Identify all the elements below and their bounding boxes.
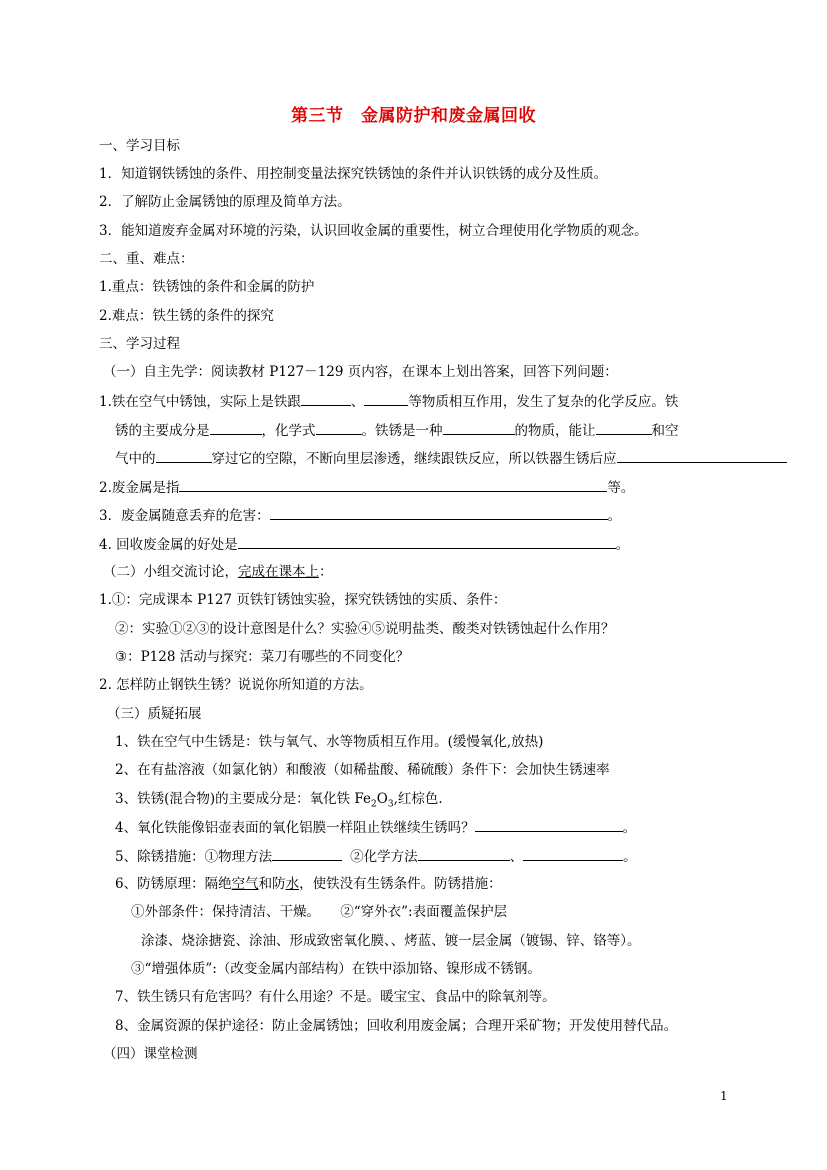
e6-underlined-water: 水 [285, 876, 300, 892]
e6-underlined-air: 空气 [231, 876, 259, 892]
fill-blank[interactable] [316, 420, 362, 435]
fill-blank[interactable] [443, 420, 515, 435]
subsection-self-study: （一）自主先学：阅读教材 P127－129 页内容，在课本上划出答案，回答下列问题： [103, 364, 618, 380]
sub2-text-1: （二）小组交流讨论， [103, 564, 238, 580]
sub2-text-2: ： [319, 564, 333, 580]
extension-2: 2、在有盐溶液（如氯化钠）和酸液（如稀盐酸、稀硫酸）条件下：会加快生锈速率 [115, 762, 610, 778]
fill-blank[interactable] [270, 505, 608, 520]
e3-sub-2: 3 [387, 799, 394, 810]
discussion-1: 1.①：完成课本 P127 页铁钉锈蚀实验，探究铁锈蚀的实质、条件： [99, 592, 507, 608]
fill-blank[interactable] [179, 477, 607, 492]
fill-blank[interactable] [238, 534, 616, 549]
fill-blank[interactable] [210, 420, 262, 435]
objective-3: 3．能知道废弃金属对环境的污染，认识回收金属的重要性，树立合理使用化学物质的观念。 [99, 223, 648, 239]
sub2-underlined: 完成在课本上 [238, 564, 319, 580]
page-number: 1 [720, 1089, 728, 1103]
extension-6-item-3: ③“增强体质”:（改变金属内部结构）在铁中添加铬、镍形成不锈钢。 [131, 961, 541, 977]
q4-text-1: 4. 回收废金属的好处是 [99, 537, 238, 553]
e5-end: 。 [623, 849, 637, 865]
q4-text-2: 。 [615, 537, 630, 553]
fill-blank[interactable] [301, 391, 351, 406]
keypoint-1: 1.重点：铁锈蚀的条件和金属的防护 [99, 279, 315, 295]
subsection-extension: （三）质疑拓展 [107, 706, 202, 722]
page-title: 第三节 金属防护和废金属回收 [291, 106, 536, 126]
objective-1: 1．知道钢铁锈蚀的条件、用控制变量法探究铁锈蚀的条件并认识铁锈的成分及性质。 [99, 166, 608, 182]
e6-text-1: 6、防锈原理：隔绝 [115, 876, 232, 892]
extension-6-item-2: 涂漆、烧涂搪瓷、涂油、形成致密氧化膜、、烤蓝、镀一层金属（镀锡、锌、铬等）。 [141, 933, 641, 949]
e4-text: 4、氧化铁能像铝壶表面的氧化铝膜一样阻止铁继续生锈吗？ [115, 820, 475, 836]
question-2 [99, 477, 634, 498]
question-3 [99, 505, 621, 526]
e5-text-1: 5、除锈措施：①物理方法 [115, 849, 273, 865]
section-heading-process: 三、学习过程 [99, 336, 180, 352]
e3-sub-1: 2 [371, 799, 377, 810]
section-heading-objectives: 一、学习目标 [99, 138, 180, 154]
subsection-classroom-test: （四）课堂检测 [103, 1046, 198, 1062]
q2-text-1: 2.废金属是指 [99, 480, 180, 496]
q1b-text-5: 和空 [651, 423, 679, 439]
q1a-text-1: 1.铁在空气中锈蚀，实际上是铁跟 [99, 394, 301, 410]
fill-blank[interactable] [596, 420, 652, 435]
extension-1: 1、铁在空气中生锈是：铁与氧气、水等物质相互作用。(缓慢氧化,放热) [115, 734, 544, 750]
question-1-line-2 [115, 420, 679, 441]
fill-blank[interactable] [617, 448, 787, 463]
discussion-3: ③：P128 活动与探究：菜刀有哪些的不同变化？ [115, 649, 410, 665]
extension-6 [115, 874, 502, 894]
extension-7: 7、铁生锈只有危害吗？有什么用途？不是。暖宝宝、食品中的除氧剂等。 [115, 989, 556, 1005]
subsection-group-discussion [103, 562, 333, 582]
objective-2: 2．了解防止金属锈蚀的原理及简单方法。 [99, 194, 351, 210]
q1b-text-2: ，化学式 [261, 423, 316, 439]
q1a-text-3: 等物质相互作用，发生了复杂的化学反应。铁 [408, 394, 679, 410]
q1a-text-2: 、 [350, 394, 365, 410]
fill-blank[interactable] [475, 817, 623, 832]
e5-text-2: ②化学方法 [350, 849, 418, 865]
keypoint-2: 2.难点：铁生锈的条件的探究 [99, 308, 274, 324]
e5-text-3: 、 [509, 849, 524, 865]
q3-text-2: 。 [607, 508, 622, 524]
fill-blank[interactable] [418, 846, 510, 861]
section-heading-keypoints: 二、重、难点： [99, 251, 194, 267]
e6-text-2: 和防 [258, 876, 286, 892]
extension-5 [115, 846, 637, 867]
q1b-text-1: 锈的主要成分是 [115, 423, 210, 439]
fill-blank[interactable] [272, 846, 342, 861]
q1c-text-1: 气中的 [115, 451, 156, 467]
question-1-line-1 [99, 391, 678, 412]
extension-8: 8、金属资源的保护途径：防止金属锈蚀；回收利用废金属；合理开采矿物；开发使用替代品。 [115, 1018, 678, 1034]
discussion-2: ②：实验①②③的设计意图是什么？实验④⑤说明盐类、酸类对铁锈蚀起什么作用？ [115, 621, 615, 637]
e3-text-end: ,红棕色. [393, 791, 443, 807]
fill-blank[interactable] [156, 448, 212, 463]
e6-text-3: ，使铁没有生锈条件。防锈措施： [299, 876, 502, 892]
q1b-text-3: 。铁锈是一种 [361, 423, 443, 439]
fill-blank[interactable] [523, 846, 623, 861]
extension-3 [115, 789, 443, 815]
q2-text-2: 等。 [607, 480, 635, 496]
q1c-text-2: 穿过它的空隙，不断向里层渗透，继续跟铁反应，所以铁器生锈后应 [211, 451, 617, 467]
e3-text: 3、铁锈(混合物)的主要成分是：氧化铁 Fe [115, 791, 372, 807]
extension-4 [115, 817, 636, 838]
extension-6-item-1: ①外部条件：保持清洁、干燥。 ②“穿外衣”:表面覆盖保护层 [131, 904, 508, 920]
fill-blank[interactable] [364, 391, 408, 406]
discussion-4: 2. 怎样防止钢铁生锈？说说你所知道的方法。 [99, 677, 373, 693]
q3-text-1: 3．废金属随意丢弃的危害： [99, 508, 270, 524]
e4-end: 。 [622, 820, 637, 836]
question-4 [99, 534, 629, 555]
e3-text-o: O [376, 791, 388, 807]
question-1-line-3 [115, 448, 787, 469]
q1b-text-4: 的物质，能让 [514, 423, 596, 439]
